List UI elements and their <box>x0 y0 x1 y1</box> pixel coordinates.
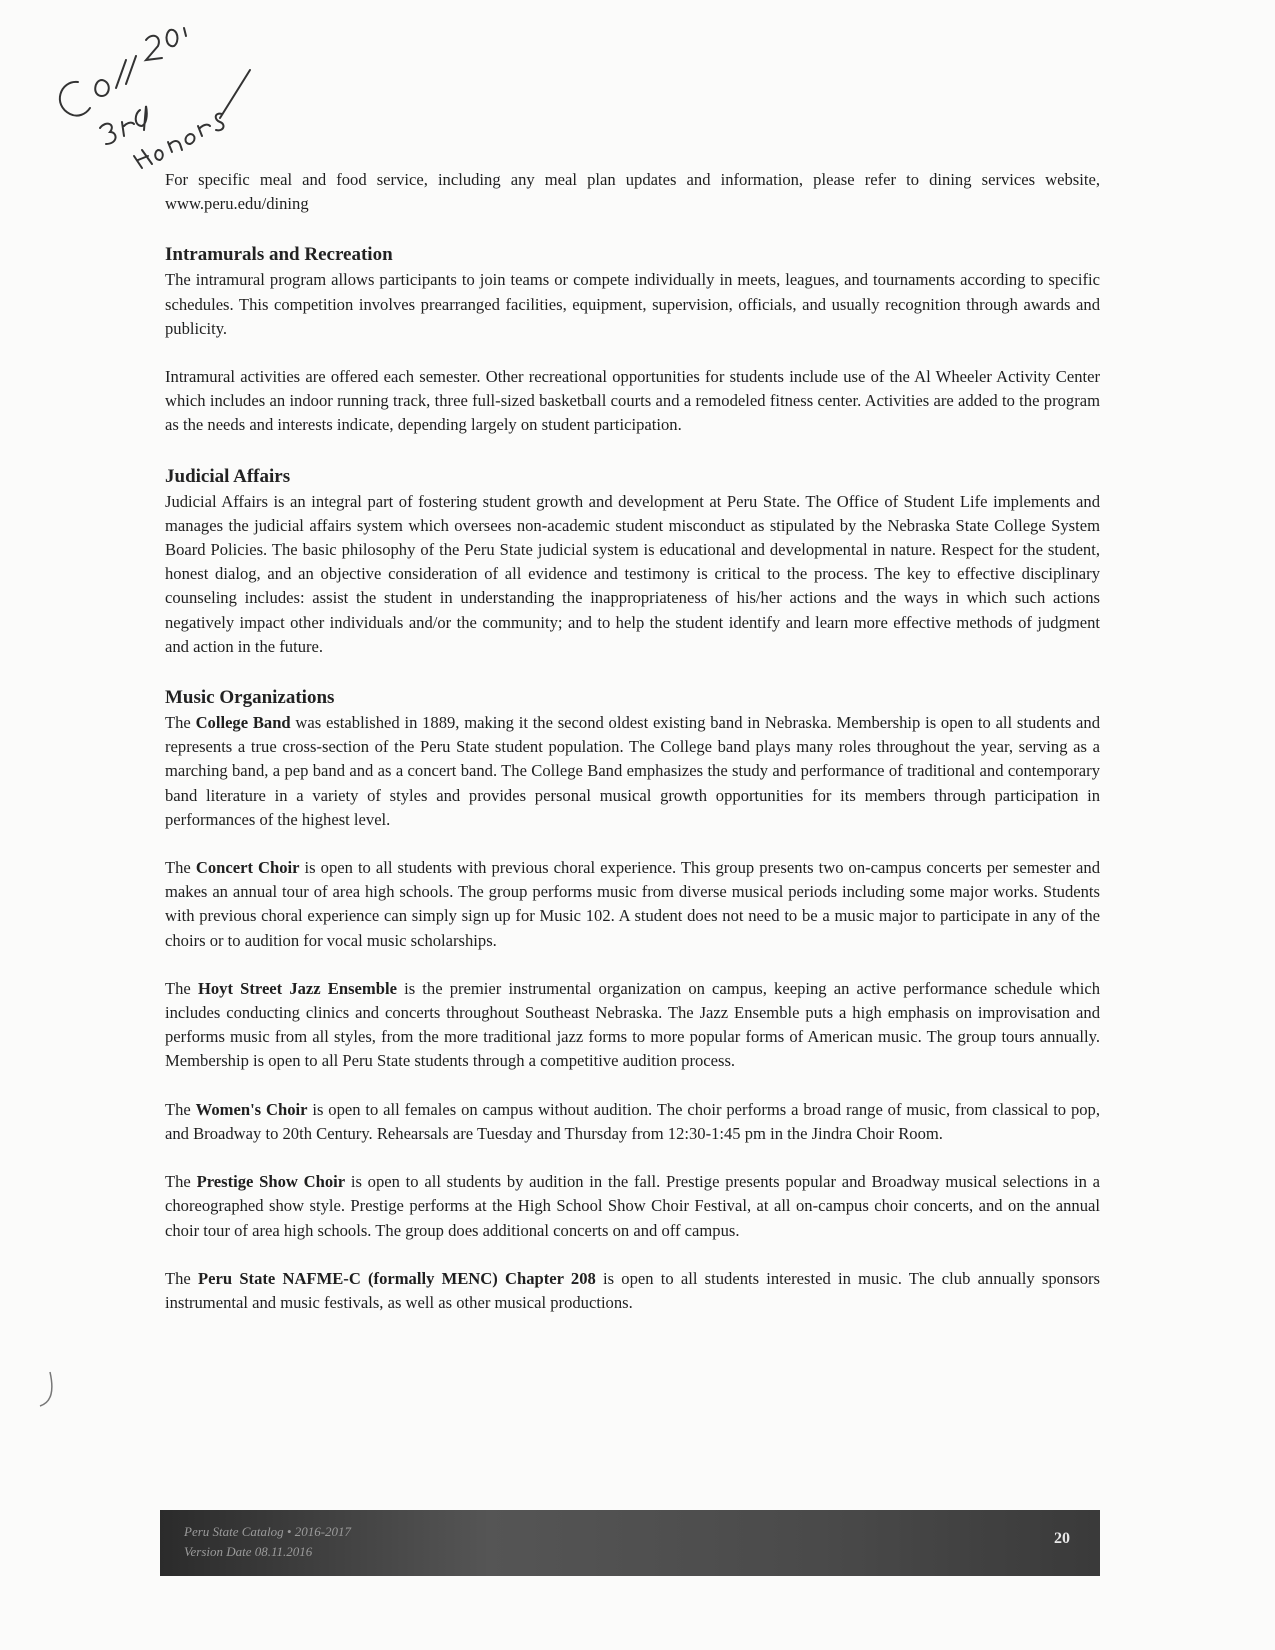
music-section <box>165 685 1100 1315</box>
dining-intro: For specific meal and food service, including any meal plan updates and information, please refer to dining services website, www.peru.edu/dining <box>165 170 1100 214</box>
org-name: Concert Choir <box>195 858 300 878</box>
catalog-title: Peru State Catalog • 2016-2017 <box>184 1524 352 1539</box>
page-content <box>165 168 1100 1315</box>
concert-choir-paragraph: The Concert Choir is open to all students with previous choral experience. This group presents two on-campus concerts per semester and makes an annual tour of area high schools. The group performs music from diverse musical periods including some major works. Students with previous choral experience can simply sign up for Music 102. A student does not need to be a music major to participate in any of the choirs or to audition for vocal music scholarships. <box>165 858 1100 950</box>
judicial-section <box>165 464 1100 659</box>
org-name: College Band <box>195 713 291 733</box>
handwritten-note <box>30 10 260 180</box>
paragraph: The intramural program allows participants to join teams or compete individually in meets, leagues, and tournaments according to specific schedules. This competition involves prearranged facilities, equipment, supervision, officials, and usually recognition through awards and publicity. <box>165 270 1100 338</box>
jazz-ensemble-paragraph: The Hoyt Street Jazz Ensemble is the premier instrumental organization on campus, keeping an active performance schedule which includes conducting clinics and concerts throughout Southeast Nebraska. The Jazz Ensemble puts a high emphasis on improvisation and performs music from all styles, from the more traditional jazz forms to more popular forms of American music. The group tours annually. Membership is open to all Peru State students through a competitive audition process. <box>165 978 1100 1071</box>
intramurals-section <box>165 242 1100 437</box>
scan-mark <box>36 1370 56 1410</box>
section-heading: Music Organizations <box>165 687 335 709</box>
paragraph: Judicial Affairs is an integral part of fostering student growth and development at Peru State. The Office of Student Life implements and manages the judicial affairs system which oversees non-academic student misconduct as stipulated by the Nebraska State College System Board Policies. The basic philosophy of the Peru State judicial system is educational and developmental in nature. Respect for the student, honest dialog, and an objective consideration of all evidence and testimony is critical to the process. The key to effective disciplinary counseling includes: assist the student in understanding the inappropriateness of his/her actions and the ways in which such actions negatively impact other individuals and/or the community; and to help the student identify and learn more effective methods of judgment and action in the future. <box>165 491 1100 656</box>
prestige-choir-paragraph: The Prestige Show Choir is open to all students by audition in the fall. Prestige presents popular and Broadway musical selections in a choreographed show style. Prestige performs at the High School Show Choir Festival, at all on-campus choir concerts, and on the annual choir tour of area high schools. The group does additional concerts on and off campus. <box>165 1172 1100 1240</box>
footer-catalog-info <box>184 1522 351 1562</box>
footer-bar <box>160 1510 1100 1576</box>
section-heading: Judicial Affairs <box>165 465 291 487</box>
org-name: Hoyt Street Jazz Ensemble <box>197 978 397 998</box>
version-date: Version Date 08.11.2016 <box>184 1544 313 1559</box>
org-name: Peru State NAFME-C (formally MENC) Chapter 208 <box>198 1268 596 1288</box>
org-name: Women's Choir <box>195 1099 308 1119</box>
nafme-paragraph: The Peru State NAFME-C (formally MENC) Chapter 208 is open to all students interested in music. The club annually sponsors instrumental and music festivals, as well as other musical productions. <box>165 1268 1100 1312</box>
section-heading: Intramurals and Recreation <box>165 244 393 266</box>
college-band-paragraph: The College Band was established in 1889, making it the second oldest existing band in Nebraska. Membership is open to all students and represents a true cross-section of the Peru State student population. The College band plays many roles throughout the year, serving as a marching band, a pep band and as a concert band. The College Band emphasizes the study and performance of traditional and contemporary band literature in a variety of styles and provides personal musical growth opportunities for its members through participation in performances of the highest level. <box>165 713 1101 829</box>
page-number: 20 <box>1054 1530 1070 1547</box>
org-name: Prestige Show Choir <box>196 1172 346 1192</box>
paragraph: Intramural activities are offered each semester. Other recreational opportunities for students include use of the Al Wheeler Activity Center which includes an indoor running track, three full-sized basketball courts and a remodeled fitness center. Activities are added to the program as the needs and interests indicate, depending largely on student participation. <box>165 367 1100 435</box>
womens-choir-paragraph: The Women's Choir is open to all females on campus without audition. The choir performs a broad range of music, from classical to pop, and Broadway to 20th Century. Rehearsals are Tuesday and Thursday from 12:30-1:45 pm in the Jindra Choir Room. <box>165 1099 1101 1143</box>
